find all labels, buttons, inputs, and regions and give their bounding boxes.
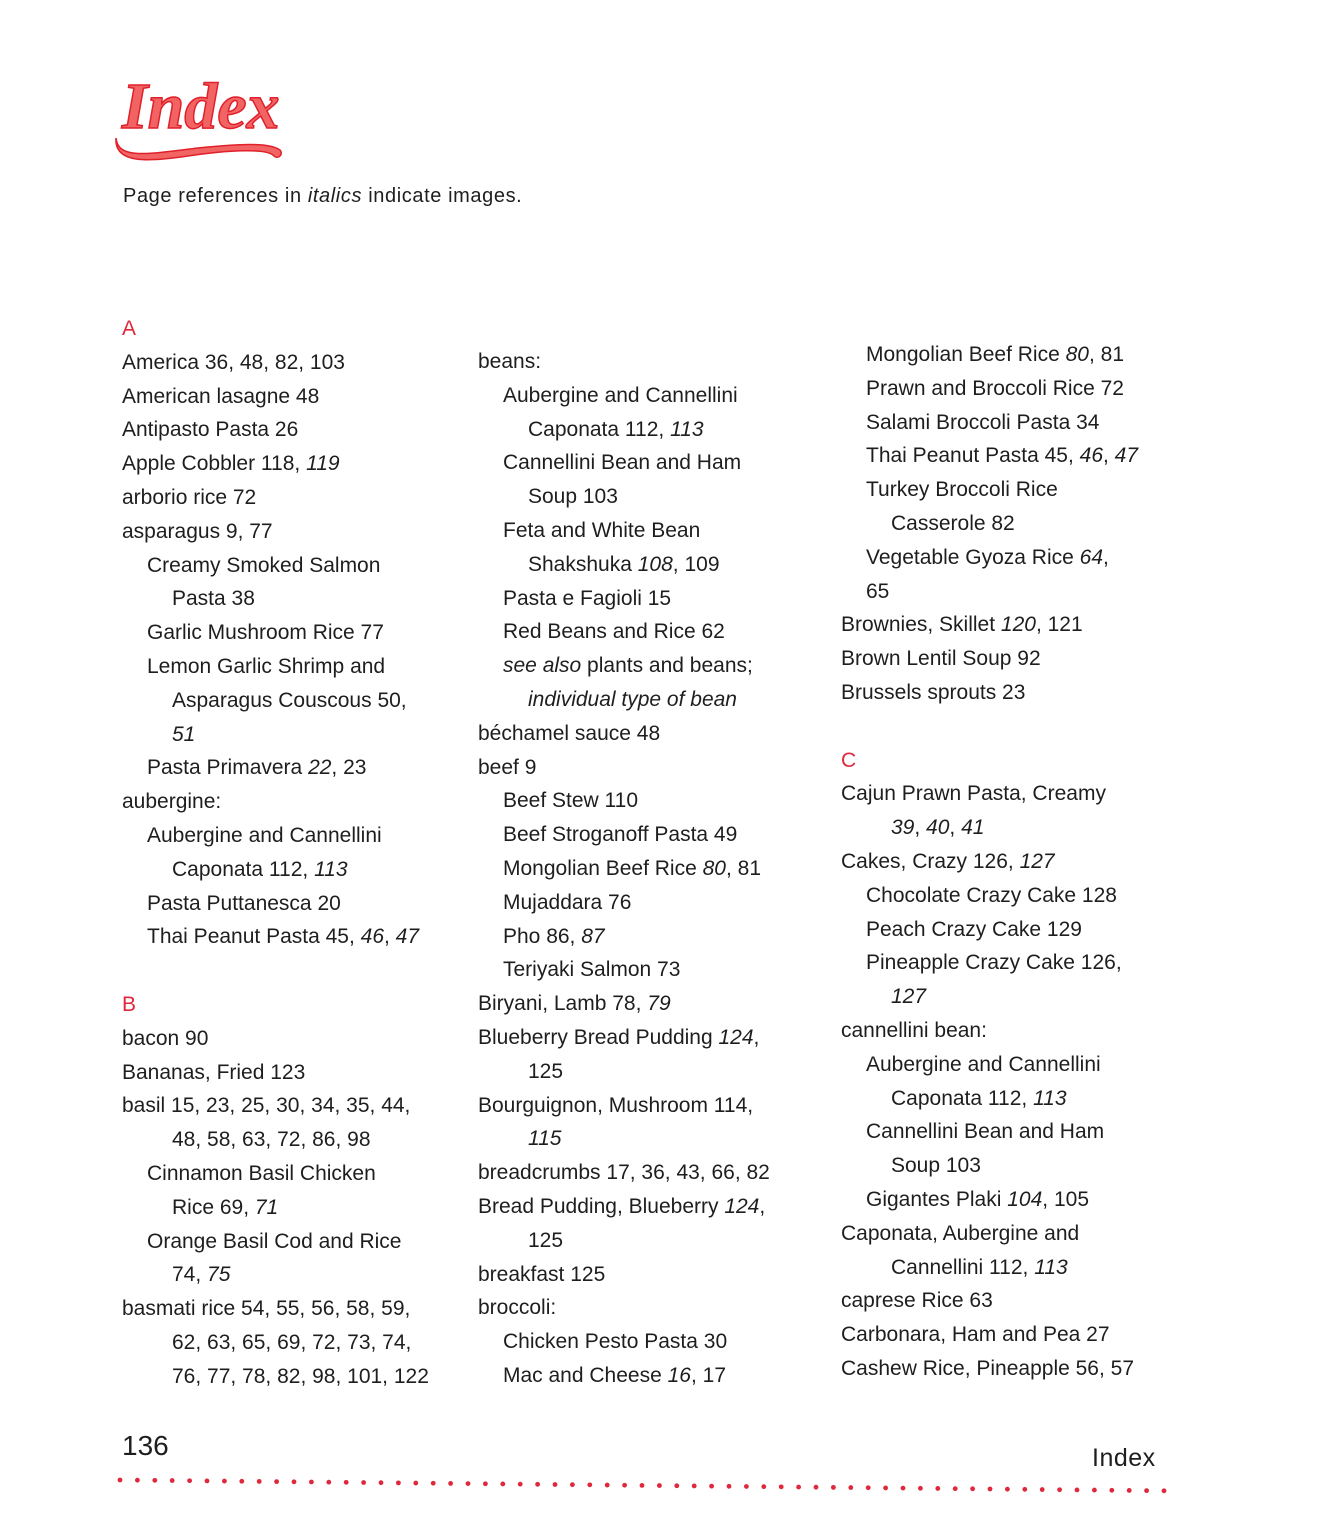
- rule-dot: [309, 1480, 314, 1485]
- entry-text: ,: [759, 1195, 766, 1218]
- entry-text: Bourguignon, Mushroom 114,: [478, 1093, 754, 1117]
- index-entry: [478, 1291, 556, 1325]
- entry-text: Casserole 82: [891, 512, 1015, 535]
- rule-dot: [674, 1483, 679, 1488]
- entry-text: 48, 58, 63, 72, 86, 98: [172, 1128, 371, 1152]
- index-subentry: [478, 886, 631, 920]
- index-subentry: [122, 650, 385, 684]
- entry-text: B: [122, 993, 137, 1016]
- index-subentry: [122, 920, 419, 954]
- rule-dot: [344, 1480, 349, 1485]
- image-page-ref: 119: [306, 452, 340, 476]
- entry-text: Blueberry Bread Pudding: [478, 1026, 719, 1049]
- index-subentry: [122, 1360, 429, 1394]
- index-subentry: [478, 852, 761, 886]
- entry-text: ,: [1103, 545, 1109, 569]
- entry-text: , 81: [725, 857, 762, 880]
- entry-text: , 109: [672, 552, 720, 576]
- index-entry: [122, 413, 298, 447]
- index-subentry: [841, 980, 926, 1014]
- entry-text: Beef Stroganoff Pasta 49: [503, 823, 738, 847]
- entry-text: Antipasto Pasta 26: [122, 418, 299, 442]
- rule-dot: [709, 1484, 714, 1489]
- entry-text: Asparagus Couscous 50,: [172, 688, 407, 712]
- entry-text: , 105: [1042, 1188, 1090, 1211]
- index-entry: [122, 346, 345, 380]
- letter-heading: [122, 312, 136, 346]
- entry-text: Caponata 112,: [891, 1086, 1034, 1110]
- entry-text: Caponata 112,: [528, 417, 671, 441]
- rule-dot: [831, 1485, 836, 1490]
- image-page-ref: 115: [528, 1127, 562, 1151]
- index-subentry: [478, 413, 704, 447]
- index-subentry: [122, 1258, 230, 1292]
- index-entry: [478, 1021, 759, 1055]
- entry-text: Feta and White Bean: [503, 519, 701, 542]
- rule-dot: [326, 1480, 331, 1485]
- image-page-ref: 87: [581, 924, 605, 948]
- index-subentry: [841, 1115, 1104, 1149]
- note-text: Page references in: [123, 185, 308, 207]
- rule-dot: [152, 1478, 157, 1483]
- image-page-ref: 71: [254, 1195, 279, 1219]
- rule-dot: [935, 1486, 940, 1491]
- image-page-ref: 113: [314, 857, 348, 881]
- image-page-ref: 47: [1114, 444, 1139, 468]
- image-page-ref: individual type of bean: [528, 688, 737, 711]
- image-page-ref: 46: [360, 925, 384, 949]
- rule-dot: [883, 1486, 888, 1491]
- index-subentry: [478, 582, 671, 616]
- entry-text: ,: [1103, 444, 1115, 468]
- rule-dot: [727, 1484, 732, 1489]
- rule-dot: [187, 1478, 192, 1483]
- index-entry: [841, 608, 1083, 642]
- index-entry: [841, 1284, 993, 1318]
- entry-text: Shakshuka: [528, 552, 638, 576]
- index-subentry: [841, 473, 1058, 507]
- rule-dot: [744, 1484, 749, 1489]
- entry-text: A: [122, 317, 137, 340]
- index-subentry: [478, 1325, 727, 1359]
- index-subentry: [841, 541, 1109, 575]
- index-subentry: [841, 338, 1124, 372]
- image-page-ref: 127: [891, 985, 927, 1009]
- entry-text: Pineapple Crazy Cake 126,: [866, 951, 1122, 975]
- entry-text: breadcrumbs 17, 36, 43, 66, 82: [478, 1161, 770, 1185]
- entry-text: 65: [866, 579, 890, 603]
- index-subentry: [478, 615, 725, 649]
- letter-heading: [841, 744, 856, 778]
- entry-text: Mongolian Beef Rice: [866, 343, 1066, 366]
- index-subentry: [122, 684, 407, 718]
- rule-dot: [500, 1482, 505, 1487]
- entry-text: Teriyaki Salmon 73: [503, 958, 681, 982]
- entry-text: Mujaddara 76: [503, 890, 632, 914]
- entry-text: ,: [384, 925, 396, 949]
- index-subentry: [478, 920, 605, 954]
- rule-dot: [292, 1479, 297, 1484]
- entry-text: Mac and Cheese: [503, 1364, 668, 1387]
- rule-dot: [379, 1480, 384, 1485]
- index-subentry: [478, 379, 738, 413]
- index-subentry: [478, 784, 638, 818]
- entry-text: Prawn and Broccoli Rice 72: [866, 376, 1124, 400]
- image-page-ref: 113: [1034, 1255, 1068, 1279]
- note-text-end: indicate images.: [362, 185, 523, 207]
- entry-text: basil 15, 23, 25, 30, 34, 35, 44,: [122, 1094, 411, 1118]
- entry-text: America 36, 48, 82, 103: [122, 350, 345, 374]
- rule-dot: [587, 1482, 592, 1487]
- rule-dot: [135, 1478, 140, 1483]
- rule-dot: [761, 1484, 766, 1489]
- index-subentry: [841, 879, 1117, 913]
- entry-text: Cashew Rice, Pineapple 56, 57: [841, 1357, 1135, 1380]
- index-subentry: [478, 548, 720, 582]
- rule-dot: [1057, 1487, 1062, 1492]
- entry-text: Cannellini Bean and Ham: [866, 1120, 1105, 1144]
- index-entry: [122, 1292, 410, 1326]
- entry-text: Creamy Smoked Salmon: [147, 553, 381, 577]
- entry-text: Carbonara, Ham and Pea 27: [841, 1323, 1110, 1347]
- index-subentry: [122, 582, 255, 616]
- index-subentry: [841, 946, 1122, 980]
- index-subentry: [478, 818, 737, 852]
- image-page-ref: 127: [1019, 850, 1055, 873]
- entry-text: Gigantes Plaki: [866, 1188, 1008, 1211]
- image-page-ref: 75: [207, 1263, 231, 1287]
- rule-dot: [483, 1481, 488, 1486]
- entry-text: 76, 77, 78, 82, 98, 101, 122: [172, 1364, 429, 1388]
- rule-dot: [605, 1483, 610, 1488]
- image-page-ref: 40: [926, 816, 950, 840]
- index-subentry: [841, 1082, 1067, 1116]
- entry-text: American lasagne 48: [122, 384, 320, 408]
- entry-text: Lemon Garlic Shrimp and: [147, 655, 386, 678]
- index-subentry: [478, 1055, 563, 1089]
- index-subentry: [122, 1225, 401, 1259]
- index-entry: [841, 1318, 1110, 1352]
- index-subentry: [122, 549, 380, 583]
- entry-text: basmati rice 54, 55, 56, 58, 59,: [122, 1297, 411, 1321]
- entry-text: plants and beans;: [581, 654, 753, 678]
- running-footer-title: Index: [1092, 1444, 1156, 1472]
- index-subentry: [122, 718, 195, 752]
- rule-dot: [779, 1484, 784, 1489]
- entry-text: C: [841, 748, 857, 772]
- index-subentry: [122, 887, 341, 921]
- rule-dot: [431, 1481, 436, 1486]
- entry-text: cannellini bean:: [841, 1019, 987, 1042]
- entry-text: beef 9: [478, 755, 537, 779]
- index-entry: [122, 380, 319, 414]
- entry-text: beans:: [478, 350, 542, 373]
- letter-heading: [122, 988, 136, 1022]
- entry-text: Aubergine and Cannellini: [866, 1052, 1101, 1076]
- entry-text: bacon 90: [122, 1026, 209, 1050]
- index-subentry: [478, 649, 753, 683]
- entry-text: Cakes, Crazy 126,: [841, 850, 1020, 873]
- entry-text: Chocolate Crazy Cake 128: [866, 883, 1117, 907]
- dotted-rule: [116, 1476, 1168, 1496]
- entry-text: béchamel sauce 48: [478, 721, 661, 745]
- index-entry: [478, 345, 541, 379]
- entry-text: Pasta Primavera: [147, 756, 309, 780]
- rule-dot: [657, 1483, 662, 1488]
- entry-text: aubergine:: [122, 790, 222, 814]
- image-page-ref: 46: [1079, 444, 1103, 468]
- image-page-ref: 80: [1065, 343, 1089, 366]
- index-subentry: [122, 1191, 278, 1225]
- rule-dot: [866, 1485, 871, 1490]
- index-subentry: [122, 1326, 411, 1360]
- image-page-ref: 79: [647, 992, 671, 1016]
- index-subentry: [478, 953, 680, 987]
- image-page-ref: 80: [702, 857, 726, 880]
- entry-text: Cinnamon Basil Chicken: [147, 1162, 376, 1185]
- rule-dot: [448, 1481, 453, 1486]
- entry-text: Mongolian Beef Rice: [503, 857, 703, 880]
- index-subentry: [478, 1359, 726, 1393]
- index-entry: [841, 777, 1106, 811]
- index-entry: [122, 1056, 305, 1090]
- entry-text: , 17: [690, 1364, 726, 1387]
- index-entry: [478, 1156, 770, 1190]
- index-entry: [478, 1089, 753, 1123]
- index-entry: [841, 845, 1055, 879]
- rule-dot: [622, 1483, 627, 1488]
- index-subentry: [478, 514, 700, 548]
- entry-text: Turkey Broccoli Rice: [866, 478, 1058, 502]
- index-subentry: [841, 1048, 1101, 1082]
- index-subentry: [122, 853, 348, 887]
- index-entry: [841, 1014, 987, 1048]
- entry-text: 125: [528, 1059, 564, 1083]
- index-entry: [478, 751, 536, 785]
- rule-dot: [1127, 1488, 1132, 1493]
- entry-text: breakfast 125: [478, 1262, 606, 1286]
- note-italic-word: italics: [307, 185, 363, 207]
- entry-text: Caponata 112,: [172, 857, 315, 881]
- entry-text: Biryani, Lamb 78,: [478, 992, 648, 1016]
- image-page-ref: 47: [395, 925, 420, 949]
- entry-text: Soup 103: [528, 485, 618, 509]
- rule-dot: [1092, 1488, 1097, 1493]
- rule-dot: [901, 1486, 906, 1491]
- image-page-ref: 104: [1007, 1188, 1043, 1211]
- rule-dot: [361, 1480, 366, 1485]
- index-subentry: [841, 1183, 1089, 1217]
- rule-dot: [466, 1481, 471, 1486]
- entry-text: Thai Peanut Pasta 45,: [147, 925, 361, 949]
- index-entry: [478, 987, 671, 1021]
- image-page-ref: 113: [670, 417, 704, 441]
- index-subentry: [478, 446, 741, 480]
- rule-dot: [848, 1485, 853, 1490]
- index-entry: [478, 1190, 765, 1224]
- image-page-ref: 51: [172, 722, 196, 746]
- rule-dot: [1005, 1487, 1010, 1492]
- entry-text: Rice 69,: [172, 1195, 255, 1219]
- entry-text: ,: [949, 816, 962, 840]
- rule-dot: [257, 1479, 262, 1484]
- index-subentry: [841, 439, 1138, 473]
- entry-text: Brussels sprouts 23: [841, 681, 1026, 704]
- index-entry: [841, 642, 1041, 676]
- index-subentry: [478, 683, 737, 717]
- index-entry: [122, 1089, 410, 1123]
- entry-text: broccoli:: [478, 1296, 557, 1320]
- entry-text: Pasta e Fagioli 15: [503, 586, 672, 610]
- index-entry: [478, 1258, 605, 1292]
- index-subentry: [122, 819, 382, 853]
- image-page-ref: 124: [724, 1195, 760, 1218]
- rule-dot: [518, 1482, 523, 1487]
- rule-dot: [239, 1479, 244, 1484]
- rule-dot: [205, 1479, 210, 1484]
- index-entry: [841, 676, 1025, 710]
- rule-dot: [570, 1482, 575, 1487]
- entry-text: 74,: [172, 1263, 208, 1287]
- index-subentry: [841, 913, 1082, 947]
- rule-dot: [1022, 1487, 1027, 1492]
- index-subentry: [841, 507, 1015, 541]
- entry-text: Red Beans and Rice 62: [503, 620, 725, 644]
- rule-dot: [413, 1481, 418, 1486]
- entry-text: Cajun Prawn Pasta, Creamy: [841, 782, 1106, 806]
- rule-dot: [535, 1482, 540, 1487]
- entry-text: Thai Peanut Pasta 45,: [866, 444, 1080, 468]
- image-page-ref: 16: [667, 1364, 691, 1387]
- index-entry: [841, 1352, 1134, 1386]
- image-page-ref: 120: [1000, 613, 1036, 637]
- image-page-ref: 39: [891, 816, 915, 840]
- index-subentry: [841, 1149, 981, 1183]
- rule-dot: [553, 1482, 558, 1487]
- entry-text: , 121: [1035, 613, 1083, 637]
- svg-text:Index: Index: [122, 70, 280, 143]
- entry-text: Garlic Mushroom Rice 77: [147, 621, 384, 645]
- entry-text: Caponata, Aubergine and: [841, 1221, 1080, 1245]
- index-entry: [122, 515, 273, 549]
- rule-dot: [814, 1485, 819, 1490]
- entry-text: ,: [914, 816, 927, 840]
- entry-text: Bananas, Fried 123: [122, 1060, 306, 1084]
- entry-text: Beef Stew 110: [503, 789, 639, 813]
- entry-text: , 23: [331, 756, 367, 780]
- rule-dot: [640, 1483, 645, 1488]
- index-subentry: [122, 1123, 371, 1157]
- entry-text: arborio rice 72: [122, 486, 257, 509]
- index-subentry: [122, 751, 366, 785]
- entry-text: Pasta Puttanesca 20: [147, 891, 341, 915]
- rule-dot: [1144, 1488, 1149, 1493]
- index-subentry: [841, 372, 1124, 406]
- index-entry: [122, 785, 221, 819]
- image-page-ref: 124: [718, 1026, 754, 1049]
- entry-text: Brownies, Skillet: [841, 613, 1001, 637]
- rule-dot: [274, 1479, 279, 1484]
- entry-text: Cannellini 112,: [891, 1255, 1035, 1279]
- rule-dot: [1109, 1488, 1114, 1493]
- entry-text: asparagus 9, 77: [122, 519, 273, 543]
- index-subentry: [841, 1251, 1068, 1285]
- rule-dot: [170, 1478, 175, 1483]
- rule-dot: [222, 1479, 227, 1484]
- rule-dot: [118, 1478, 123, 1483]
- entry-text: Bread Pudding, Blueberry: [478, 1195, 725, 1218]
- rule-dot: [1075, 1488, 1080, 1493]
- index-subentry: [478, 480, 618, 514]
- index-note: [123, 185, 522, 208]
- index-subentry: [841, 406, 1099, 440]
- index-entry: [478, 717, 660, 751]
- entry-text: Orange Basil Cod and Rice: [147, 1229, 402, 1253]
- rule-dot: [953, 1486, 958, 1491]
- index-subentry: [122, 616, 384, 650]
- entry-text: 125: [528, 1228, 564, 1252]
- entry-text: caprese Rice 63: [841, 1289, 993, 1313]
- entry-text: ,: [753, 1026, 760, 1049]
- image-page-ref: see also: [503, 654, 582, 678]
- index-entry: [841, 1217, 1079, 1251]
- entry-text: , 81: [1088, 343, 1125, 366]
- entry-text: 62, 63, 65, 69, 72, 73, 74,: [172, 1331, 412, 1354]
- entry-text: Cannellini Bean and Ham: [503, 451, 742, 475]
- rule-dot: [796, 1485, 801, 1490]
- entry-text: Pasta 38: [172, 587, 255, 611]
- entry-text: Aubergine and Cannellini: [503, 383, 738, 407]
- index-subentry: [478, 1224, 563, 1258]
- rule-dot: [970, 1486, 975, 1491]
- index-entry: [122, 447, 340, 481]
- image-page-ref: 22: [308, 756, 332, 780]
- image-page-ref: 64: [1079, 545, 1103, 569]
- entry-text: Aubergine and Cannellini: [147, 824, 382, 847]
- index-subentry: [841, 811, 984, 845]
- rule-dot: [1040, 1487, 1045, 1492]
- entry-text: Pho 86,: [503, 924, 582, 948]
- rule-dot: [988, 1487, 993, 1492]
- rule-dot: [918, 1486, 923, 1491]
- rule-dot: [396, 1480, 401, 1485]
- entry-text: Chicken Pesto Pasta 30: [503, 1330, 728, 1354]
- index-entry: [122, 481, 256, 515]
- index-subentry: [478, 1122, 561, 1156]
- rule-dot: [1162, 1488, 1167, 1493]
- rule-dot: [692, 1484, 697, 1489]
- entry-text: Salami Broccoli Pasta 34: [866, 410, 1100, 434]
- entry-text: Peach Crazy Cake 129: [866, 917, 1082, 941]
- index-subentry: [841, 575, 889, 609]
- entry-text: Soup 103: [891, 1154, 981, 1178]
- image-page-ref: 113: [1033, 1086, 1067, 1110]
- image-page-ref: 41: [961, 816, 985, 840]
- image-page-ref: 108: [637, 552, 673, 576]
- index-logo: [108, 60, 308, 170]
- index-subentry: [122, 1157, 376, 1191]
- index-entry: [122, 1022, 208, 1056]
- page-number: 136: [122, 1430, 169, 1461]
- entry-text: Apple Cobbler 118,: [122, 452, 307, 476]
- entry-text: Brown Lentil Soup 92: [841, 647, 1041, 671]
- entry-text: Vegetable Gyoza Rice: [866, 545, 1080, 569]
